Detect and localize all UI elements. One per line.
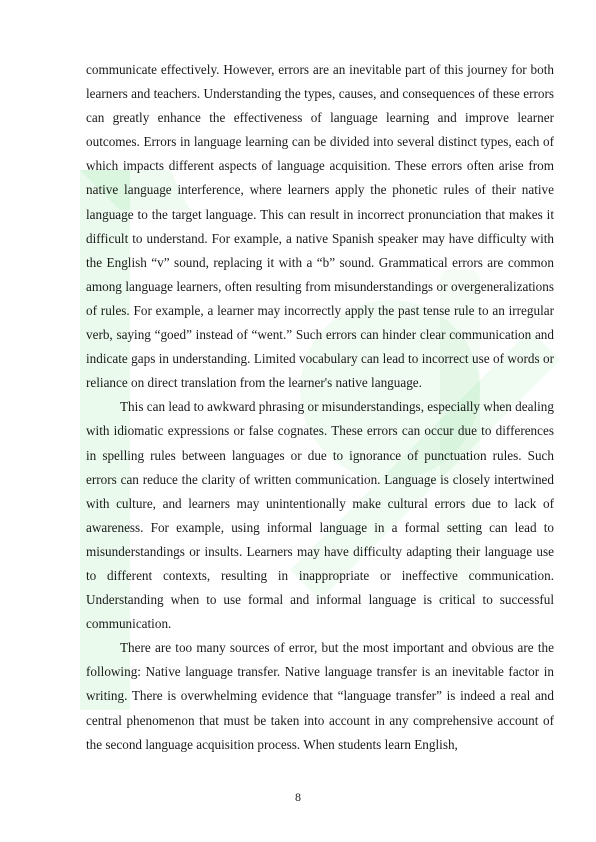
- page-number: 8: [295, 790, 301, 804]
- body-text: [86, 58, 554, 757]
- paragraph-1: communicate effectively. However, errors are an inevitable part of this journey for both learners and teachers. Understanding the types, causes, and consequences of these errors can greatly enhance the effectiveness of language learning and improve learner outcomes. Errors in language learning can be divided into several distinct types, each of which impacts different aspects of language acquisition. These errors often arise from native language interference, where learners apply the phonetic rules of their native language to the target language. This can result in incorrect pronunciation that makes it difficult to understand. For example, a native Spanish speaker may have difficulty with the English “v” sound, replacing it with a “b” sound. Grammatical errors are common among language learners, often resulting from misunderstandings or overgeneralizations of rules. For example, a learner may incorrectly apply the past tense rule to an irregular verb, saying “goed” instead of “went.” Such errors can hinder clear communication and indicate gaps in understanding. Limited vocabulary can lead to incorrect use of words or reliance on direct translation from the learner's native language.: [86, 62, 554, 391]
- paragraph-2: This can lead to awkward phrasing or misunderstandings, especially when dealing with idiomatic expressions or false cognates. These errors can occur due to differences in spelling rules between languages or due to ignorance of punctuation rules. Such errors can reduce the clarity of written communication. Language is closely intertwined with culture, and learners may unintentionally make cultural errors due to lack of awareness. For example, using informal language in a formal setting can lead to misunderstandings or insults. Learners may have difficulty adapting their language use to different contexts, resulting in inappropriate or ineffective communication. Understanding when to use formal and informal language is critical to successful communication.: [86, 399, 554, 632]
- paragraph-3: There are too many sources of error, but the most important and obvious are the following: Native language transfer. Native language transfer is an inevitable factor in writing. There is overwhelming evidence that “language transfer” is indeed a real and central phenomenon that must be taken into account in any comprehensive account of the second language acquisition process. When students learn English,: [86, 640, 554, 752]
